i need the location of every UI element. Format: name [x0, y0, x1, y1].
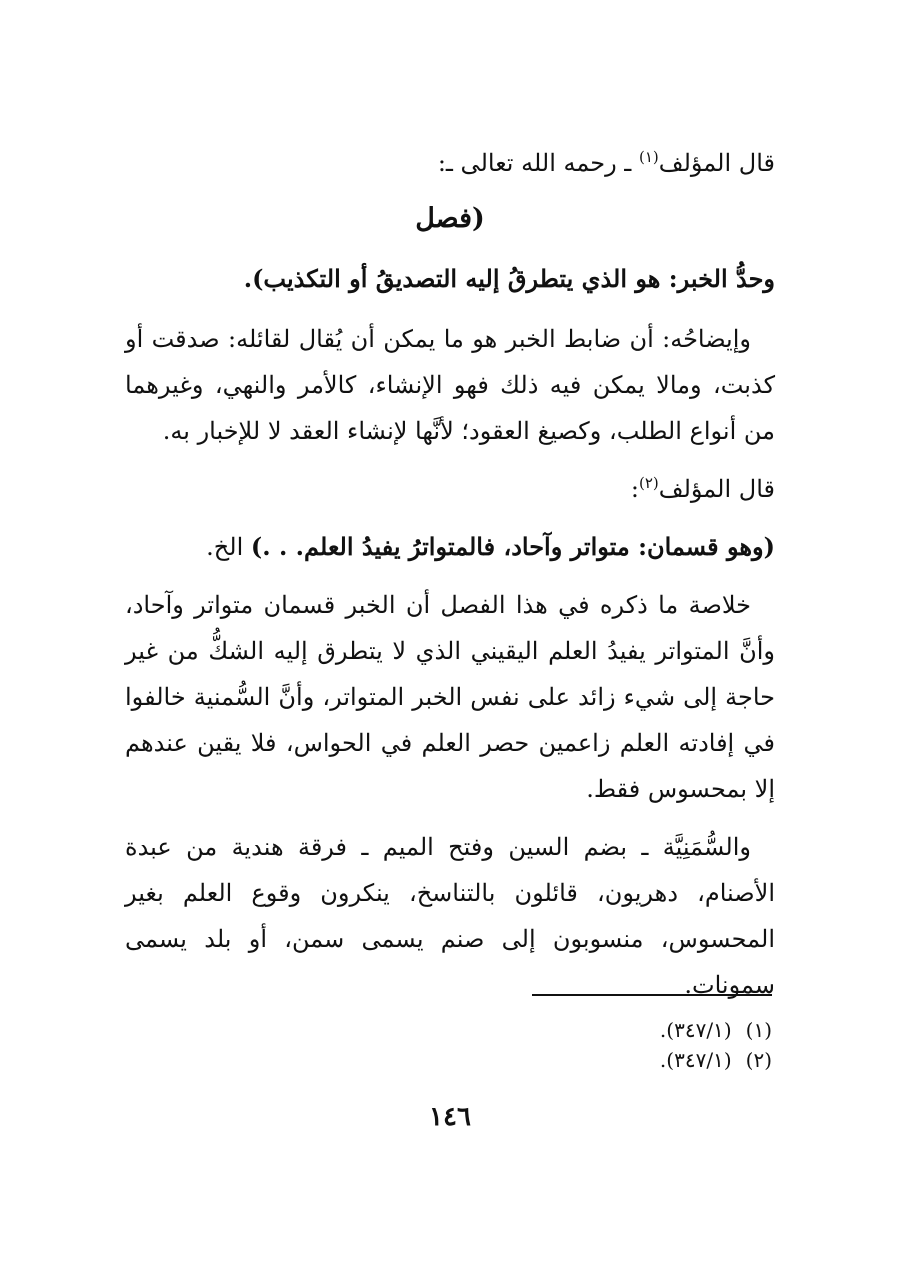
footnote-divider: [532, 994, 772, 996]
footnote-number: (٢): [745, 1048, 772, 1072]
footnote-marker-1: (١): [638, 148, 659, 166]
footnote-text: (٣٤٧/١).: [659, 1018, 732, 1042]
page-number: ١٤٦: [429, 1102, 471, 1132]
footnote-item: [660, 1015, 772, 1045]
author-line-2: [125, 466, 775, 512]
author-line: [125, 140, 775, 186]
footnote-marker-2: (٢): [638, 474, 659, 492]
author-line-2-prefix: قال المؤلف: [658, 475, 775, 503]
footnotes: [660, 1015, 772, 1075]
footnote-number: (١): [745, 1018, 772, 1042]
author-line-suffix: ـ رحمه الله تعالى ـ:: [437, 149, 639, 177]
paragraph-samaniyya: والسُّمَنِيَّة ـ بضم السين وفتح الميم ـ فرقة هندية من عبدة الأصنام، دهريون، قائلون بالتناسخ، ينكرون وقوع العلم بغير المحسوس، منسوبون إلى صنم يسمى سمن، أو بلد يسمى سمونات.: [125, 833, 775, 999]
author-line-2-suffix: :: [630, 475, 639, 503]
quoted-text-bold: (وهو قسمان: متواتر وآحاد، فالمتواترُ يفيدُ العلم. . .): [250, 532, 775, 561]
footnote-text: (٣٤٧/١).: [659, 1048, 732, 1072]
paragraph-explanation: وإيضاحُه: أن ضابط الخبر هو ما يمكن أن يُقال لقائله: صدقت أو كذبت، ومالا يمكن فيه ذلك فهو الإنشاء، كالأمر والنهي، وغيرهما من أنواع الطلب، وكصيغ العقود؛ لأنَّها لإنشاء العقد لا للإخبار به.: [125, 325, 775, 445]
definition-line: وحدُّ الخبر: هو الذي يتطرقُ إليه التصديقُ أو التكذيب).: [243, 264, 775, 293]
main-text: [125, 140, 775, 1020]
quoted-text: [125, 524, 775, 570]
paragraph-summary: خلاصة ما ذكره في هذا الفصل أن الخبر قسمان متواتر وآحاد، وأنَّ المتواتر يفيدُ العلم اليقيني الذي لا يتطرق إليه الشكُّ من غير حاجة إلى شيء زائد على نفس الخبر المتواتر، وأنَّ السُّمنية خالفوا في إفادته العلم زاعمين حصر العلم في الحواس، فلا يقين عندهم إلا بمحسوس فقط.: [125, 591, 776, 803]
author-line-prefix: قال المؤلف: [658, 149, 775, 177]
quoted-text-tail: الخ.: [206, 533, 251, 561]
footnote-item: [660, 1045, 772, 1075]
section-title: (فصل: [415, 203, 485, 234]
